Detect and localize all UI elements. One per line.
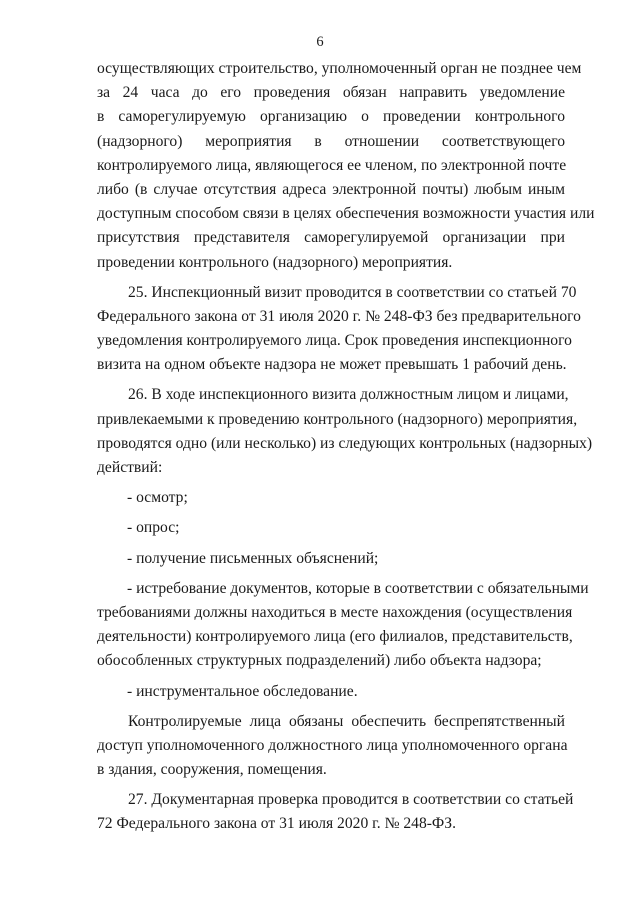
- text-line: обособленных структурных подразделений) либо объекта надзора;: [97, 652, 542, 670]
- text-line: привлекаемыми к проведению контрольного (надзорного) мероприятия,: [97, 410, 578, 428]
- text-line: деятельности) контролируемого лица (его филиалов, представительств,: [97, 628, 573, 646]
- text-line: либо (в случае отсутствия адреса электронной почты) любым иным: [97, 180, 565, 198]
- text-line: в саморегулируемую организацию о проведении контрольного: [97, 108, 565, 126]
- text-line: требованиями должны находиться в месте нахождения (осуществления: [97, 603, 573, 621]
- paragraph-26-line: 26. В ходе инспекционного визита должностным лицом и лицами,: [128, 386, 569, 404]
- text-line: осуществляющих строительство, уполномоченный орган не позднее чем: [97, 60, 582, 77]
- text-line: уведомления контролируемого лица. Срок проведения инспекционного: [97, 332, 572, 350]
- page-number: 6: [316, 34, 324, 50]
- paragraph-27-line: 27. Документарная проверка проводится в соответствии со статьей: [128, 791, 574, 809]
- text-line: действий:: [97, 459, 163, 476]
- text-line: доступным способом связи в целях обеспечения возможности участия или: [97, 205, 595, 223]
- list-item: - осмотр;: [127, 489, 188, 507]
- list-item: - получение письменных объяснений;: [127, 549, 379, 567]
- list-item: - опрос;: [127, 519, 180, 537]
- text-line: доступ уполномоченного должностного лица уполномоченного органа: [97, 736, 568, 754]
- text-line: присутствия представителя саморегулируемой организации при: [97, 229, 565, 247]
- paragraph-25-line: 25. Инспекционный визит проводится в соответствии со статьей 70: [128, 283, 577, 301]
- paragraph-line: Контролируемые лица обязаны обеспечить беспрепятственный: [128, 712, 565, 730]
- text-line: проводятся одно (или несколько) из следующих контрольных (надзорных): [97, 434, 593, 452]
- text-line: Федерального закона от 31 июля 2020 г. № 248-ФЗ без предварительного: [97, 307, 581, 325]
- text-line: в здания, сооружения, помещения.: [97, 761, 327, 779]
- text-line: 72 Федерального закона от 31 июля 2020 г. № 248-ФЗ.: [97, 815, 456, 833]
- list-item: - истребование документов, которые в соответствии с обязательными: [127, 579, 589, 597]
- document-body: [97, 57, 595, 837]
- text-line: контролируемого лица, являющегося ее членом, по электронной почте: [97, 156, 567, 174]
- text-line: за 24 часа до его проведения обязан направить уведомление: [97, 84, 565, 102]
- text-line: (надзорного) мероприятия в отношении соответствующего: [97, 132, 565, 150]
- text-line: визита на одном объекте надзора не может превышать 1 рабочий день.: [97, 356, 567, 374]
- list-item: - инструментальное обследование.: [127, 682, 358, 700]
- text-line: проведении контрольного (надзорного) мероприятия.: [97, 253, 453, 271]
